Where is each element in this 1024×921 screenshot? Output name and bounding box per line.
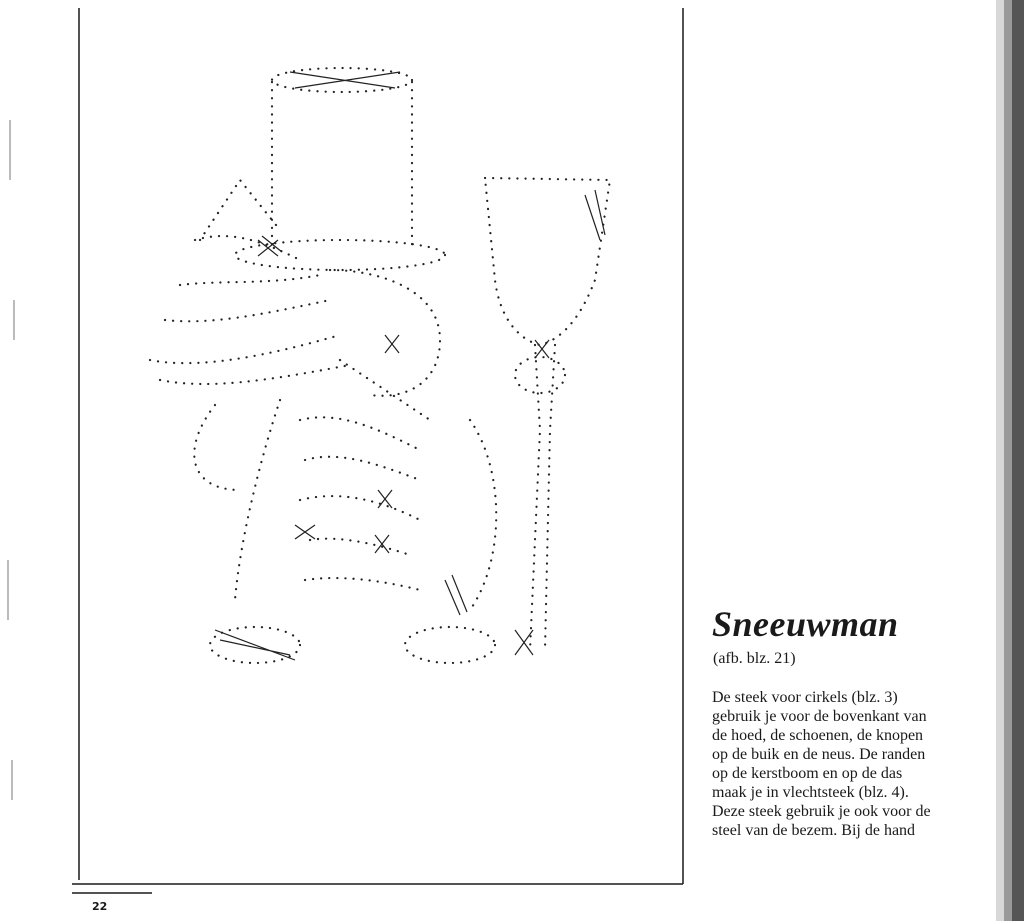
figure-reference: (afb. blz. 21) — [713, 650, 796, 667]
page-number: 22 — [92, 900, 108, 913]
body-line: Deze steek gebruik je ook voor de — [712, 803, 931, 820]
scan-page-edge — [984, 0, 1024, 921]
snowman-pattern — [150, 68, 610, 663]
article-body — [712, 688, 987, 840]
body-line: op de kerstboom en op de das — [712, 765, 903, 782]
body-line: gebruik je voor de bovenkant van — [712, 708, 927, 725]
body-line: De steek voor cirkels (blz. 3) — [712, 689, 898, 706]
body-line: maak je in vlechtsteek (blz. 4). — [712, 784, 909, 801]
body-line: steel van de bezem. Bij de hand — [712, 822, 916, 839]
scan-noise-left — [8, 120, 14, 800]
body-line: op de buik en de neus. De randen — [712, 746, 926, 763]
pattern-border — [72, 8, 683, 893]
body-line: de hoed, de schoenen, de knopen — [712, 727, 924, 744]
article-title: Sneeuwman — [712, 604, 899, 644]
